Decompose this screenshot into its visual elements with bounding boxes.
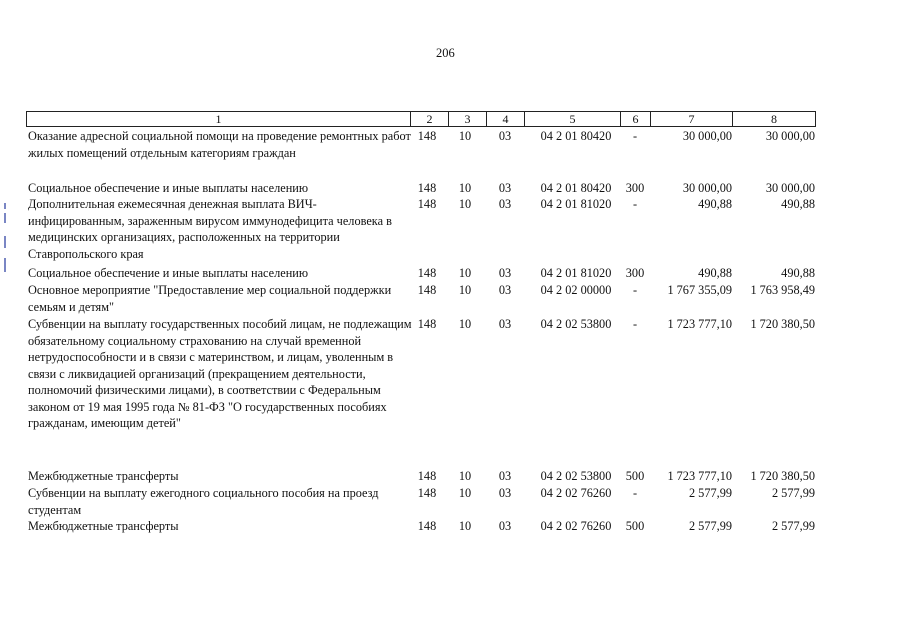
column-number-1: 1 (27, 112, 411, 127)
row-section-code: 10 (458, 486, 472, 500)
row-name: Основное мероприятие "Предоставление мер социальной поддержки семьям и детям" (28, 283, 392, 314)
row-amount-year2: 490,88 (781, 266, 815, 280)
row-name: Межбюджетные трансферты (28, 469, 179, 483)
row-subsection-code: 03 (498, 283, 512, 297)
row-amount-year1: 30 000,00 (682, 129, 732, 143)
row-amount-year2: 490,88 (781, 197, 815, 211)
row-amount-year2: 1 720 380,50 (750, 317, 815, 331)
row-expense-type: 300 (625, 266, 645, 280)
row-section-code: 10 (458, 266, 472, 280)
margin-scan-mark (4, 213, 6, 223)
row-ministry-code: 148 (417, 197, 437, 211)
row-target-code: 04 2 02 00000 (540, 283, 612, 297)
row-amount-year1: 1 723 777,10 (667, 317, 732, 331)
row-expense-type: - (632, 129, 638, 143)
row-subsection-code: 03 (498, 181, 512, 195)
row-target-code: 04 2 01 80420 (540, 181, 612, 195)
row-name: Оказание адресной социальной помощи на проведение ремонтных работ жилых помещений отдельным категориям граждан (28, 129, 411, 160)
page-number: 206 (436, 46, 455, 60)
row-name: Социальное обеспечение и иные выплаты населению (28, 181, 309, 195)
row-expense-type: 300 (625, 181, 645, 195)
row-amount-year2: 30 000,00 (765, 181, 815, 195)
row-expense-type: - (632, 317, 638, 331)
row-amount-year1: 2 577,99 (688, 486, 732, 500)
row-section-code: 10 (458, 129, 472, 143)
column-number-8: 8 (733, 112, 816, 127)
row-amount-year2: 1 720 380,50 (750, 469, 815, 483)
row-subsection-code: 03 (498, 266, 512, 280)
row-target-code: 04 2 02 53800 (540, 317, 612, 331)
row-amount-year1: 30 000,00 (682, 181, 732, 195)
row-target-code: 04 2 01 80420 (540, 129, 612, 143)
row-expense-type: - (632, 197, 638, 211)
row-section-code: 10 (458, 197, 472, 211)
column-number-5: 5 (525, 112, 621, 127)
row-expense-type: - (632, 283, 638, 297)
row-amount-year1: 1 767 355,09 (667, 283, 732, 297)
row-target-code: 04 2 02 76260 (540, 486, 612, 500)
margin-scan-mark (4, 258, 6, 272)
row-section-code: 10 (458, 181, 472, 195)
row-amount-year1: 1 723 777,10 (667, 469, 732, 483)
row-subsection-code: 03 (498, 197, 512, 211)
row-subsection-code: 03 (498, 486, 512, 500)
row-subsection-code: 03 (498, 519, 512, 533)
column-number-2: 2 (411, 112, 449, 127)
row-expense-type: - (632, 486, 638, 500)
row-ministry-code: 148 (417, 469, 437, 483)
row-section-code: 10 (458, 283, 472, 297)
row-ministry-code: 148 (417, 317, 437, 331)
margin-scan-mark (4, 203, 6, 209)
row-amount-year1: 490,88 (698, 197, 732, 211)
row-amount-year1: 2 577,99 (688, 519, 732, 533)
row-name: Субвенции на выплату ежегодного социального пособия на проезд студентам (28, 486, 379, 517)
row-target-code: 04 2 01 81020 (540, 266, 612, 280)
row-name: Социальное обеспечение и иные выплаты населению (28, 266, 309, 280)
margin-scan-mark (4, 236, 6, 248)
row-target-code: 04 2 02 53800 (540, 469, 612, 483)
row-target-code: 04 2 01 81020 (540, 197, 612, 211)
row-expense-type: 500 (625, 469, 645, 483)
row-amount-year2: 1 763 958,49 (750, 283, 815, 297)
column-header-table (26, 111, 816, 127)
column-number-3: 3 (449, 112, 487, 127)
row-subsection-code: 03 (498, 469, 512, 483)
row-section-code: 10 (458, 519, 472, 533)
row-amount-year2: 30 000,00 (765, 129, 815, 143)
row-name: Дополнительная ежемесячная денежная выплата ВИЧ-инфицированным, зараженным вирусом иммунодефицита человека в медицинских организациях, расположенных на территории Ставропольского края (28, 197, 392, 261)
column-number-6: 6 (621, 112, 651, 127)
row-section-code: 10 (458, 469, 472, 483)
row-name: Субвенции на выплату государственных пособий лицам, не подлежащим обязательному социальному страхованию на случай временной нетрудоспособности и в связи с материнством, и лицам, уволенным в связи с ликвидацией организаций (прекращением деятельности, полномочий физическими лицами), в соответствии с Федеральным законом от 19 мая 1995 года № 81-ФЗ "О государственных пособиях гражданам, имеющим детей" (28, 317, 412, 430)
row-amount-year2: 2 577,99 (771, 486, 815, 500)
row-amount-year1: 490,88 (698, 266, 732, 280)
row-expense-type: 500 (625, 519, 645, 533)
column-header-row (27, 112, 816, 127)
row-ministry-code: 148 (417, 266, 437, 280)
row-subsection-code: 03 (498, 317, 512, 331)
row-ministry-code: 148 (417, 181, 437, 195)
row-ministry-code: 148 (417, 486, 437, 500)
row-ministry-code: 148 (417, 519, 437, 533)
row-section-code: 10 (458, 317, 472, 331)
row-target-code: 04 2 02 76260 (540, 519, 612, 533)
row-subsection-code: 03 (498, 129, 512, 143)
row-amount-year2: 2 577,99 (771, 519, 815, 533)
row-ministry-code: 148 (417, 283, 437, 297)
column-number-4: 4 (487, 112, 525, 127)
column-number-7: 7 (651, 112, 733, 127)
row-name: Межбюджетные трансферты (28, 519, 179, 533)
row-ministry-code: 148 (417, 129, 437, 143)
